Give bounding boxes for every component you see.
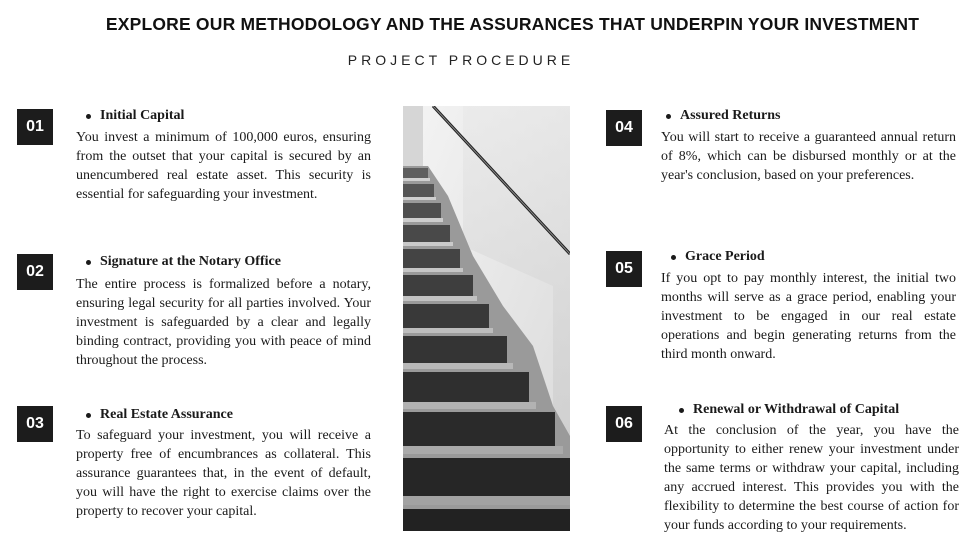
bullet-icon <box>679 408 684 413</box>
bullet-icon <box>86 413 91 418</box>
step-heading-label: Renewal or Withdrawal of Capital <box>693 402 900 417</box>
bullet-icon <box>86 114 91 119</box>
step-body-01: You invest a minimum of 100,000 euros, ensuring from the outset that your capital is secured by an unencumbered real estate asset. This security is essential for safeguarding your investment. <box>76 130 371 202</box>
step-heading-01 <box>86 108 184 124</box>
step-number-02: 02 <box>17 254 53 290</box>
bullet-icon <box>666 114 671 119</box>
step-body-03: To safeguard your investment, you will receive a property free of encumbrances as collateral. This assurance guarantees that, in the event of default, you will have the right to exercise claims over the property to recover your capital. <box>76 428 371 519</box>
step-body-04: You will start to receive a guaranteed annual return of 8%, which can be disbursed monthly or at the year's conclusion, based on your preferences. <box>661 130 956 183</box>
step-heading-03 <box>86 407 233 423</box>
step-heading-label: Assured Returns <box>680 108 781 123</box>
step-number-03: 03 <box>17 406 53 442</box>
step-heading-label: Grace Period <box>685 249 765 264</box>
step-body-05: If you opt to pay monthly interest, the initial two months will serve as a grace period, enabling your investment to be engaged in our real estate operations and begin generating returns from the third month onward. <box>661 271 956 362</box>
step-number-05: 05 <box>606 251 642 287</box>
step-heading-06 <box>679 402 899 418</box>
step-number-01: 01 <box>17 109 53 145</box>
step-heading-label: Initial Capital <box>100 108 185 123</box>
step-number-04: 04 <box>606 110 642 146</box>
step-heading-02 <box>86 254 281 270</box>
page-title: EXPLORE OUR METHODOLOGY AND THE ASSURANCES THAT UNDERPIN YOUR INVESTMENT <box>105 14 920 34</box>
section-subtitle: PROJECT PROCEDURE <box>347 52 575 68</box>
bullet-icon <box>86 260 91 265</box>
staircase-photo <box>403 106 570 531</box>
step-heading-label: Real Estate Assurance <box>100 407 233 422</box>
step-heading-label: Signature at the Notary Office <box>100 254 281 269</box>
step-heading-05 <box>671 249 765 265</box>
step-body-06: At the conclusion of the year, you have the opportunity to either renew your investment under the same terms or withdraw your capital, including any accrued interest. This provides you with the flexibility to determine the best course of action for your funds according to your requirements. <box>664 423 959 533</box>
step-number-06: 06 <box>606 406 642 442</box>
bullet-icon <box>671 255 676 260</box>
step-heading-04 <box>666 108 780 124</box>
step-body-02: The entire process is formalized before a notary, ensuring legal security for all parties involved. Your investment is safeguarded by a clear and legally binding contract, providing you with peace of mind throughout the process. <box>76 277 371 368</box>
